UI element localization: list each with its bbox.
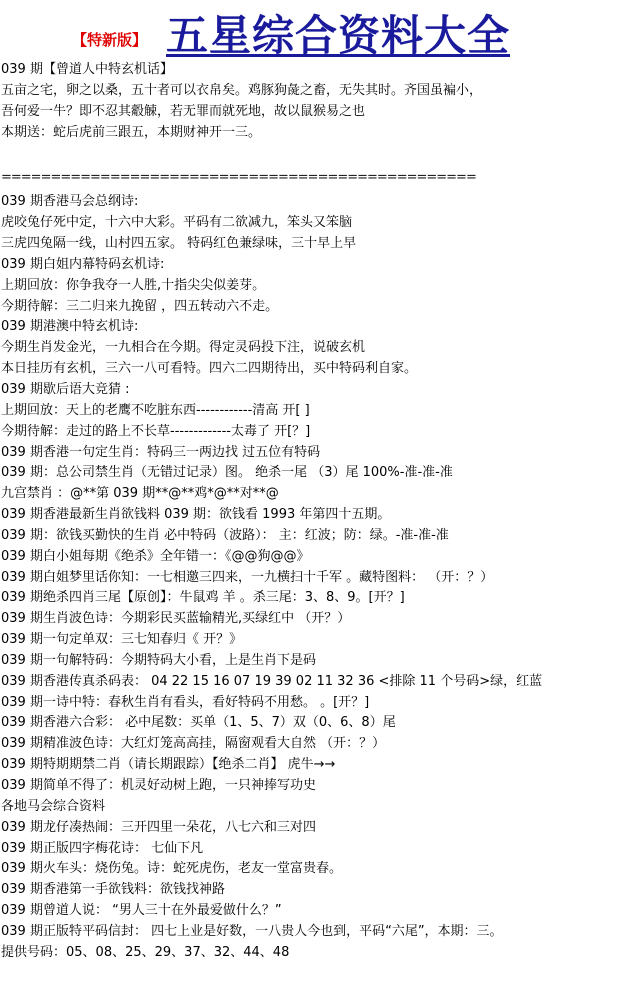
text-line: 039 期曾道人说： “男人三十在外最爱做什么？” [1, 903, 282, 919]
text-line: 今期待解：走过的路上不长草-------------太毒了 开[？] [1, 423, 311, 439]
text-line: 039 期一诗中特：春秋生肖有看头，看好特码不用愁。 。[开？] [1, 694, 370, 710]
text-line: 039 期：总公司禁生肖（无错过记录）图。 绝杀一尾 （3）尾 100%-准-准-准 [1, 465, 453, 481]
text-line: 今期生肖发金光，一九相合在今期。得定灵码投下注，说破玄机 [1, 340, 366, 356]
edition-badge: 【特新版】 [72, 31, 148, 49]
text-line: 039 期龙仔凑热闹：三开四里一朵花，八七六和三对四 [1, 819, 316, 835]
text-line: 039 期精准波色诗：大红灯笼高高挂，隔窗观看大自然 （开：？） [1, 736, 386, 752]
text-line: 九宫禁肖 ：@**第 039 期**@**鸡*@**对**@ [1, 486, 279, 502]
text-line: 上期回放：你争我夺一人胜,十指尖尖似姜芽。 [1, 277, 266, 293]
text-line: 039 期香港最新生肖欲钱料 039 期：欲钱看 1993 年第四十五期。 [1, 507, 391, 523]
text-line: 三虎四兔隔一线，山村四五家。 特码红色兼绿味，三十早上早 [1, 236, 357, 252]
text-line: 虎咬兔仔死中定，十六中大彩。平码有二欲减九，笨头又笨脑 [1, 215, 353, 231]
document-body [1, 60, 620, 964]
text-line: 039 期白小姐每期《绝杀》全年错一：《@@狗@@》 [1, 548, 310, 564]
text-line: 上期回放：天上的老鹰不吃脏东西------------清高 开[ ] [1, 402, 310, 418]
text-line: 提供号码：05、08、25、29、37、32、44、48 [1, 944, 290, 960]
text-line: 本期送：蛇后虎前三跟五，本期财神开一三。 [1, 124, 262, 140]
text-line: 本日挂历有玄机，三六一八可看特。四六二四期待出，买中特码利自家。 [1, 361, 418, 377]
text-line: 039 期正版四字梅花诗： 七仙下凡 [1, 840, 204, 856]
text-line: 039 期香港马会总纲诗: [1, 194, 139, 210]
text-line: 039 期特期期禁二肖（请长期跟踪）【绝杀二肖】 虎牛→→ [1, 757, 336, 773]
text-line: 039 期火车头：烧伤兔。诗：蛇死虎伤，老友一堂富贵春。 [1, 861, 342, 877]
text-line: 039 期白姐内幕特码玄机诗: [1, 256, 165, 272]
text-line: 039 期香港一句定生肖：特码三一两边找 过五位有特码 [1, 444, 321, 460]
text-line: 039 期生肖波色诗：今期彩民买蓝输精光,买绿红中 （开？） [1, 611, 351, 627]
text-line: 今期待解：三二归来九挽留 ，四五转动六不走。 [1, 298, 279, 314]
text-line: 吾何爱一牛？即不忍其觳觫，若无罪而就死地，故以鼠猴易之也 [1, 103, 366, 119]
text-line: 039 期正版特平码信封： 四七上业是好数，一八贵人今也到，平码“六尾”，本期：三。 [1, 923, 503, 939]
blank-line [1, 143, 620, 164]
text-line: 039 期白姐梦里话你知：一七相邀三四来，一九横扫十千军 。藏特图料： （开：？） [1, 569, 494, 585]
page-header [0, 0, 621, 58]
text-line: 039 期简单不得了：机灵好动树上跑，一只神捧写功史 [1, 778, 316, 793]
text-line: 039 期【曾道人中特玄机话】 [1, 62, 173, 77]
text-line: 039 期香港第一手欲钱料：欲钱找神路 [1, 882, 225, 898]
text-line: 039 期香港六合彩： 必中尾数：买单（1、5、7）双（0、6、8）尾 [1, 715, 396, 731]
text-line: 039 期港澳中特玄机诗: [1, 319, 139, 335]
section-intro [1, 60, 620, 143]
text-line: 039 期一句定单双：三七知春归《 开？》 [1, 632, 243, 648]
page-title: 五星综合资料大全 [166, 11, 511, 60]
text-line: 039 期绝杀四肖三尾【原创】：牛鼠鸡 羊 。杀三尾：3、8、9。[开？] [1, 590, 405, 606]
text-line: 039 期歇后语大竞猜 : [1, 381, 130, 397]
divider-line: ================================================ [1, 170, 476, 186]
section-predictions [1, 192, 620, 963]
text-line: 039 期一句解特码：今期特码大小看，上是生肖下是码 [1, 652, 316, 668]
text-line: 各地马会综合资料 [1, 798, 106, 814]
text-line: 039 期香港传真杀码表： 04 22 15 16 07 19 39 02 11 32 36 <排除 11 个号码>绿，红蓝 [1, 673, 543, 689]
text-line: 五亩之宅，卵之以桑，五十者可以衣帛矣。鸡豚狗彘之畜，无失其时。齐国虽褊小， [1, 82, 483, 98]
text-line: 039 期：欲钱买勤快的生肖 必中特码（波路）： 主：红波；防：绿。-准-准-准 [1, 527, 449, 543]
